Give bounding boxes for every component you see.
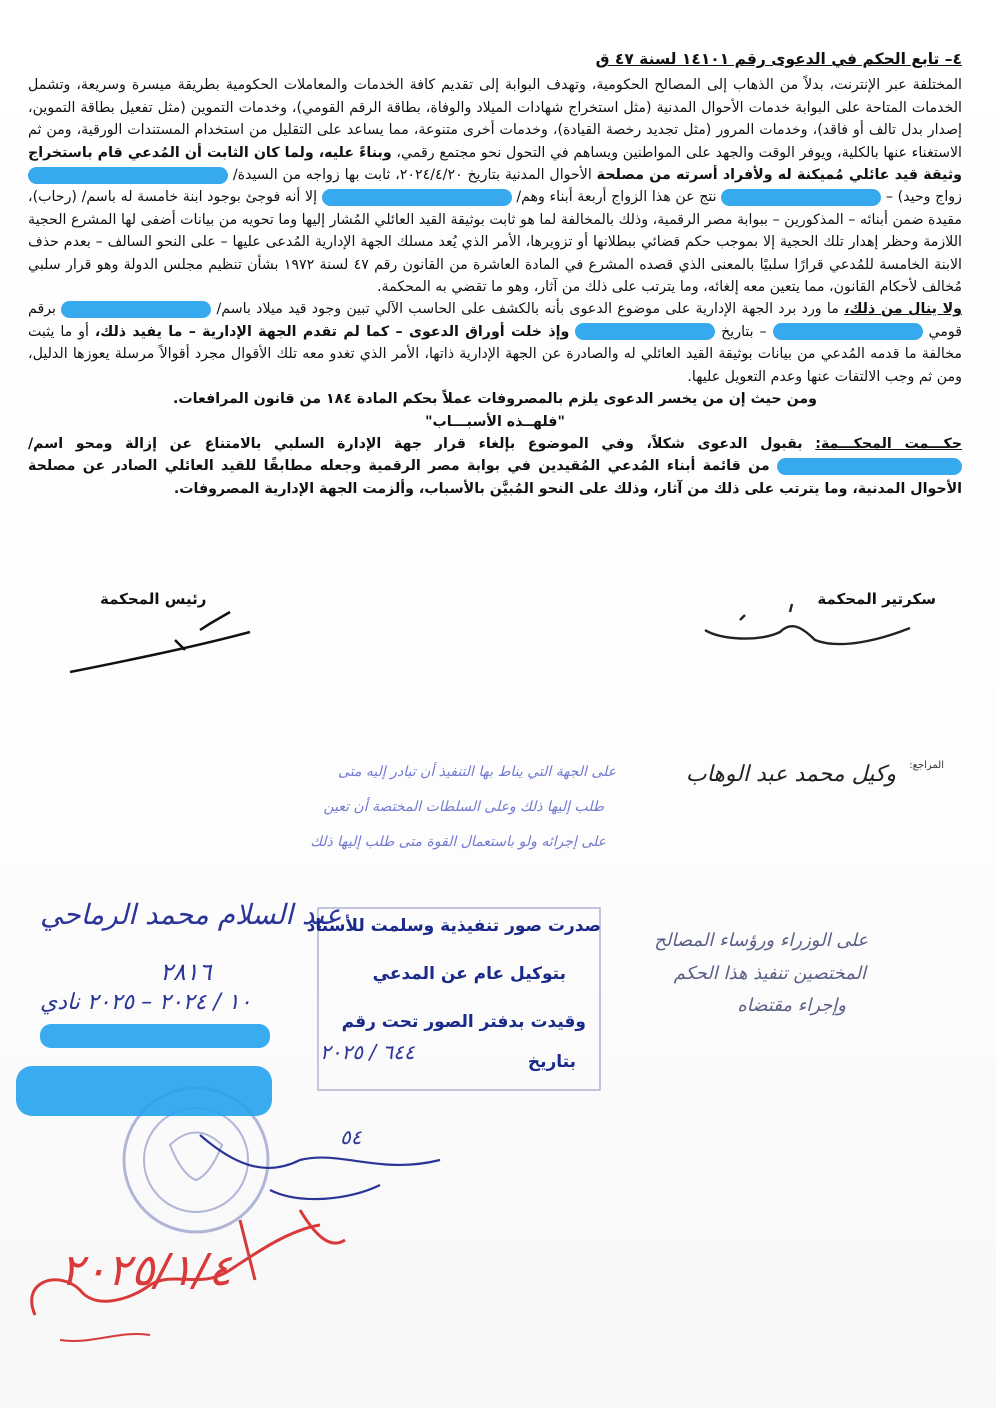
paragraph-costs: ومن حيث إن من يخسر الدعوى يلزم بالمصروفات عملاً بحكم المادة ١٨٤ من قانون المرافعات.: [173, 391, 817, 408]
copy-stamp-line: بتوكيل عام عن المدعي: [372, 964, 566, 984]
handwritten-lawyer-name: عبد السلام محمد الرماحي: [40, 898, 342, 931]
paragraph-text: المختلفة عبر الإنترنت، بدلاً من الذهاب إلى المصالح الحكومية، وتهدف البوابة إلى تقديم كافة الخدمات والمعاملات الحكومية بطريقة ميسرة وسريعة، وتشمل الخدمات المتاحة على البوابة خدمات الأحوال المدنية (مثل استخراج شهادات الميلاد والوفاة، بطاقة الرقم القومي)، وخدمات التموين (مثل تفعيل بطاقة التموين، إصدار بدل تالف أو فاقد)، وخدمات المرور (مثل تجديد رخصة القيادة)، وخدمات أخرى متنوعة، مما يساعد على التقليل من استخدام المستندات الورقية، ومن ثم الاستغناء عنها بالكلية، ويوفر الوقت والجهد على المواطنين ويساهم في التحول نحو مجتمع رقمي،: [28, 77, 962, 161]
president-signature: [70, 612, 250, 672]
blue-scribble: [200, 1135, 440, 1199]
handwritten-number: ٢٨١٦: [160, 958, 212, 986]
handwritten-date: ١٠ / ٢٠٢٤ – ٢٠٢٥ نادي: [40, 990, 252, 1015]
redaction-mark: [16, 1066, 272, 1116]
enforcement-stamp-line: على الجهة التي يناط بها التنفيذ أن تبادر إليه متى: [338, 764, 616, 780]
enforcement-stamp-line: طلب إليها ذلك وعلى السلطات المختصة أن تعين: [323, 799, 604, 815]
ministers-stamp-line: وإجراء مقتضاه: [737, 995, 846, 1016]
case-header: ٤– تابع الحكم في الدعوى رقم ١٤١٠١ لسنة ٤٧ ق: [595, 50, 962, 68]
copy-stamp-line: صدرت صور تنفيذية وسلمت للأستاذ: [306, 916, 601, 936]
paragraph-text: أو ما يثبت مخالفة ما قدمه المُدعي من بيانات بوثيقة القيد العائلي له والصادرة عن الجهة الإدارية ذاتها، الأمر الذي تغدو معه تلك الأقوال مجرد أقوالاً مرسلة يعوزها الدليل، ومن ثم وجب الالتفات عنها وعدم التعويل عليها.: [28, 323, 962, 385]
ministers-stamp-line: على الوزراء ورؤساء المصالح: [654, 930, 868, 951]
reasons-heading: "فلهــذه الأسبـــاب": [425, 413, 565, 430]
secretary-label: سكرتير المحكمة: [817, 590, 936, 608]
handwritten-small-number: ٥٤: [340, 1125, 362, 1149]
paragraph-bold-lead: ولا ينال من ذلك،: [844, 301, 963, 318]
reviewer-signature-name: وكيل محمد عبد الوهاب: [685, 762, 896, 787]
paragraph-text: نتج عن هذا الزواج أربعة أبناء وهم/: [516, 189, 717, 206]
verdict-label: حكـــمت المحكـــمة:: [815, 435, 962, 452]
paragraph-text: الأحوال المدنية بتاريخ ٢٠٢٤/٤/٢٠، ثابت بها زواجه من السيدة/: [232, 167, 592, 184]
paragraph-bold-conclusion: وبناءً عليه، ولما كان الثابت أن المُدعي قام باستخراج وثيقة قيد عائلي مُميكنة له ولأفراد أسرته من مصلحة: [28, 144, 962, 184]
paragraph-text: زواج وحيد) –: [885, 189, 962, 206]
president-label: رئيس المحكمة: [100, 590, 207, 608]
redaction-mark: [40, 1024, 270, 1048]
copy-stamp-number: ٦٤٤ / ٢٠٢٥: [320, 1040, 415, 1064]
paragraph-text: برقم قومي: [28, 301, 962, 340]
paragraph-text: – بتاريخ: [721, 323, 767, 340]
enforcement-stamp-line: على إجرائه ولو باستعمال القوة متى طلب إليها ذلك: [310, 834, 606, 850]
secretary-signature: [705, 604, 910, 644]
verdict-text: من قائمة أبناء المُدعي المُقيدين في بوابة مصر الرقمية وجعله مطابقًا للقيد العائلي الصادر عن مصلحة الأحوال المدنية، وما يترتب على ذلك من آثار، وذلك على النحو المُبيَّن بالأسباب، وألزمت الجهة الإدارية المصروفات.: [28, 458, 962, 497]
reviewer-label: المراجع:: [909, 760, 944, 771]
paragraph-text: ما ورد برد الجهة الإدارية على موضوع الدعوى بأنه بالكشف على الحاسب الآلي تبين وجود قيد ميلاد باسم/: [216, 301, 839, 318]
copy-stamp-line: بتاريخ: [527, 1052, 576, 1072]
paragraph-bold-lead: وإذ خلت أوراق الدعوى – كما لم تقدم الجهة الإدارية – ما يفيد ذلك،: [94, 323, 570, 340]
ministers-stamp-line: المختصين تنفيذ هذا الحكم: [673, 963, 866, 984]
paragraph-text: إلا أنه فوجئ بوجود ابنة خامسة له باسم/ (رحاب)، مقيدة ضمن أبنائه – المذكورين – ببوابة مصر الرقمية، وذلك بالمخالفة لما هو ثابت بوثيقة القيد العائلي المُشار إليها وما تحويه من بيانات أضفى لها المشرع الحجية اللازمة وحظر إهدار تلك الحجية إلا بموجب حكم قضائي ببطلانها أو تزويرها، الأمر الذي يُعد مسلك الجهة الإدارية المُدعى عليها – على النحو السالف – بعدم حذف الابنة الخامسة للمُدعي قرارًا سلبيًا بالمعنى الذي قصده المشرع في المادة العاشرة من القانون رقم ٤٧ لسنة ١٩٧٢ بشأن تنظيم مجلس الدولة وهو قرار سلبي مُخالف لأحكام القانون، مما يتعين معه إلغائه، وما يترتب على ذلك من آثار، وهو ما تقضي به المحكمة.: [28, 189, 962, 296]
red-handwritten-date: ٢٠٢٥/١/٤: [60, 1245, 232, 1296]
copy-stamp-line: وقيدت بدفتر الصور تحت رقم: [341, 1012, 586, 1032]
verdict-text: بقبول الدعوى شكلاً، وفي الموضوع بإلغاء قرار جهة الإدارة السلبي بالامتناع عن إزالة ومحو اسم/: [28, 435, 803, 452]
